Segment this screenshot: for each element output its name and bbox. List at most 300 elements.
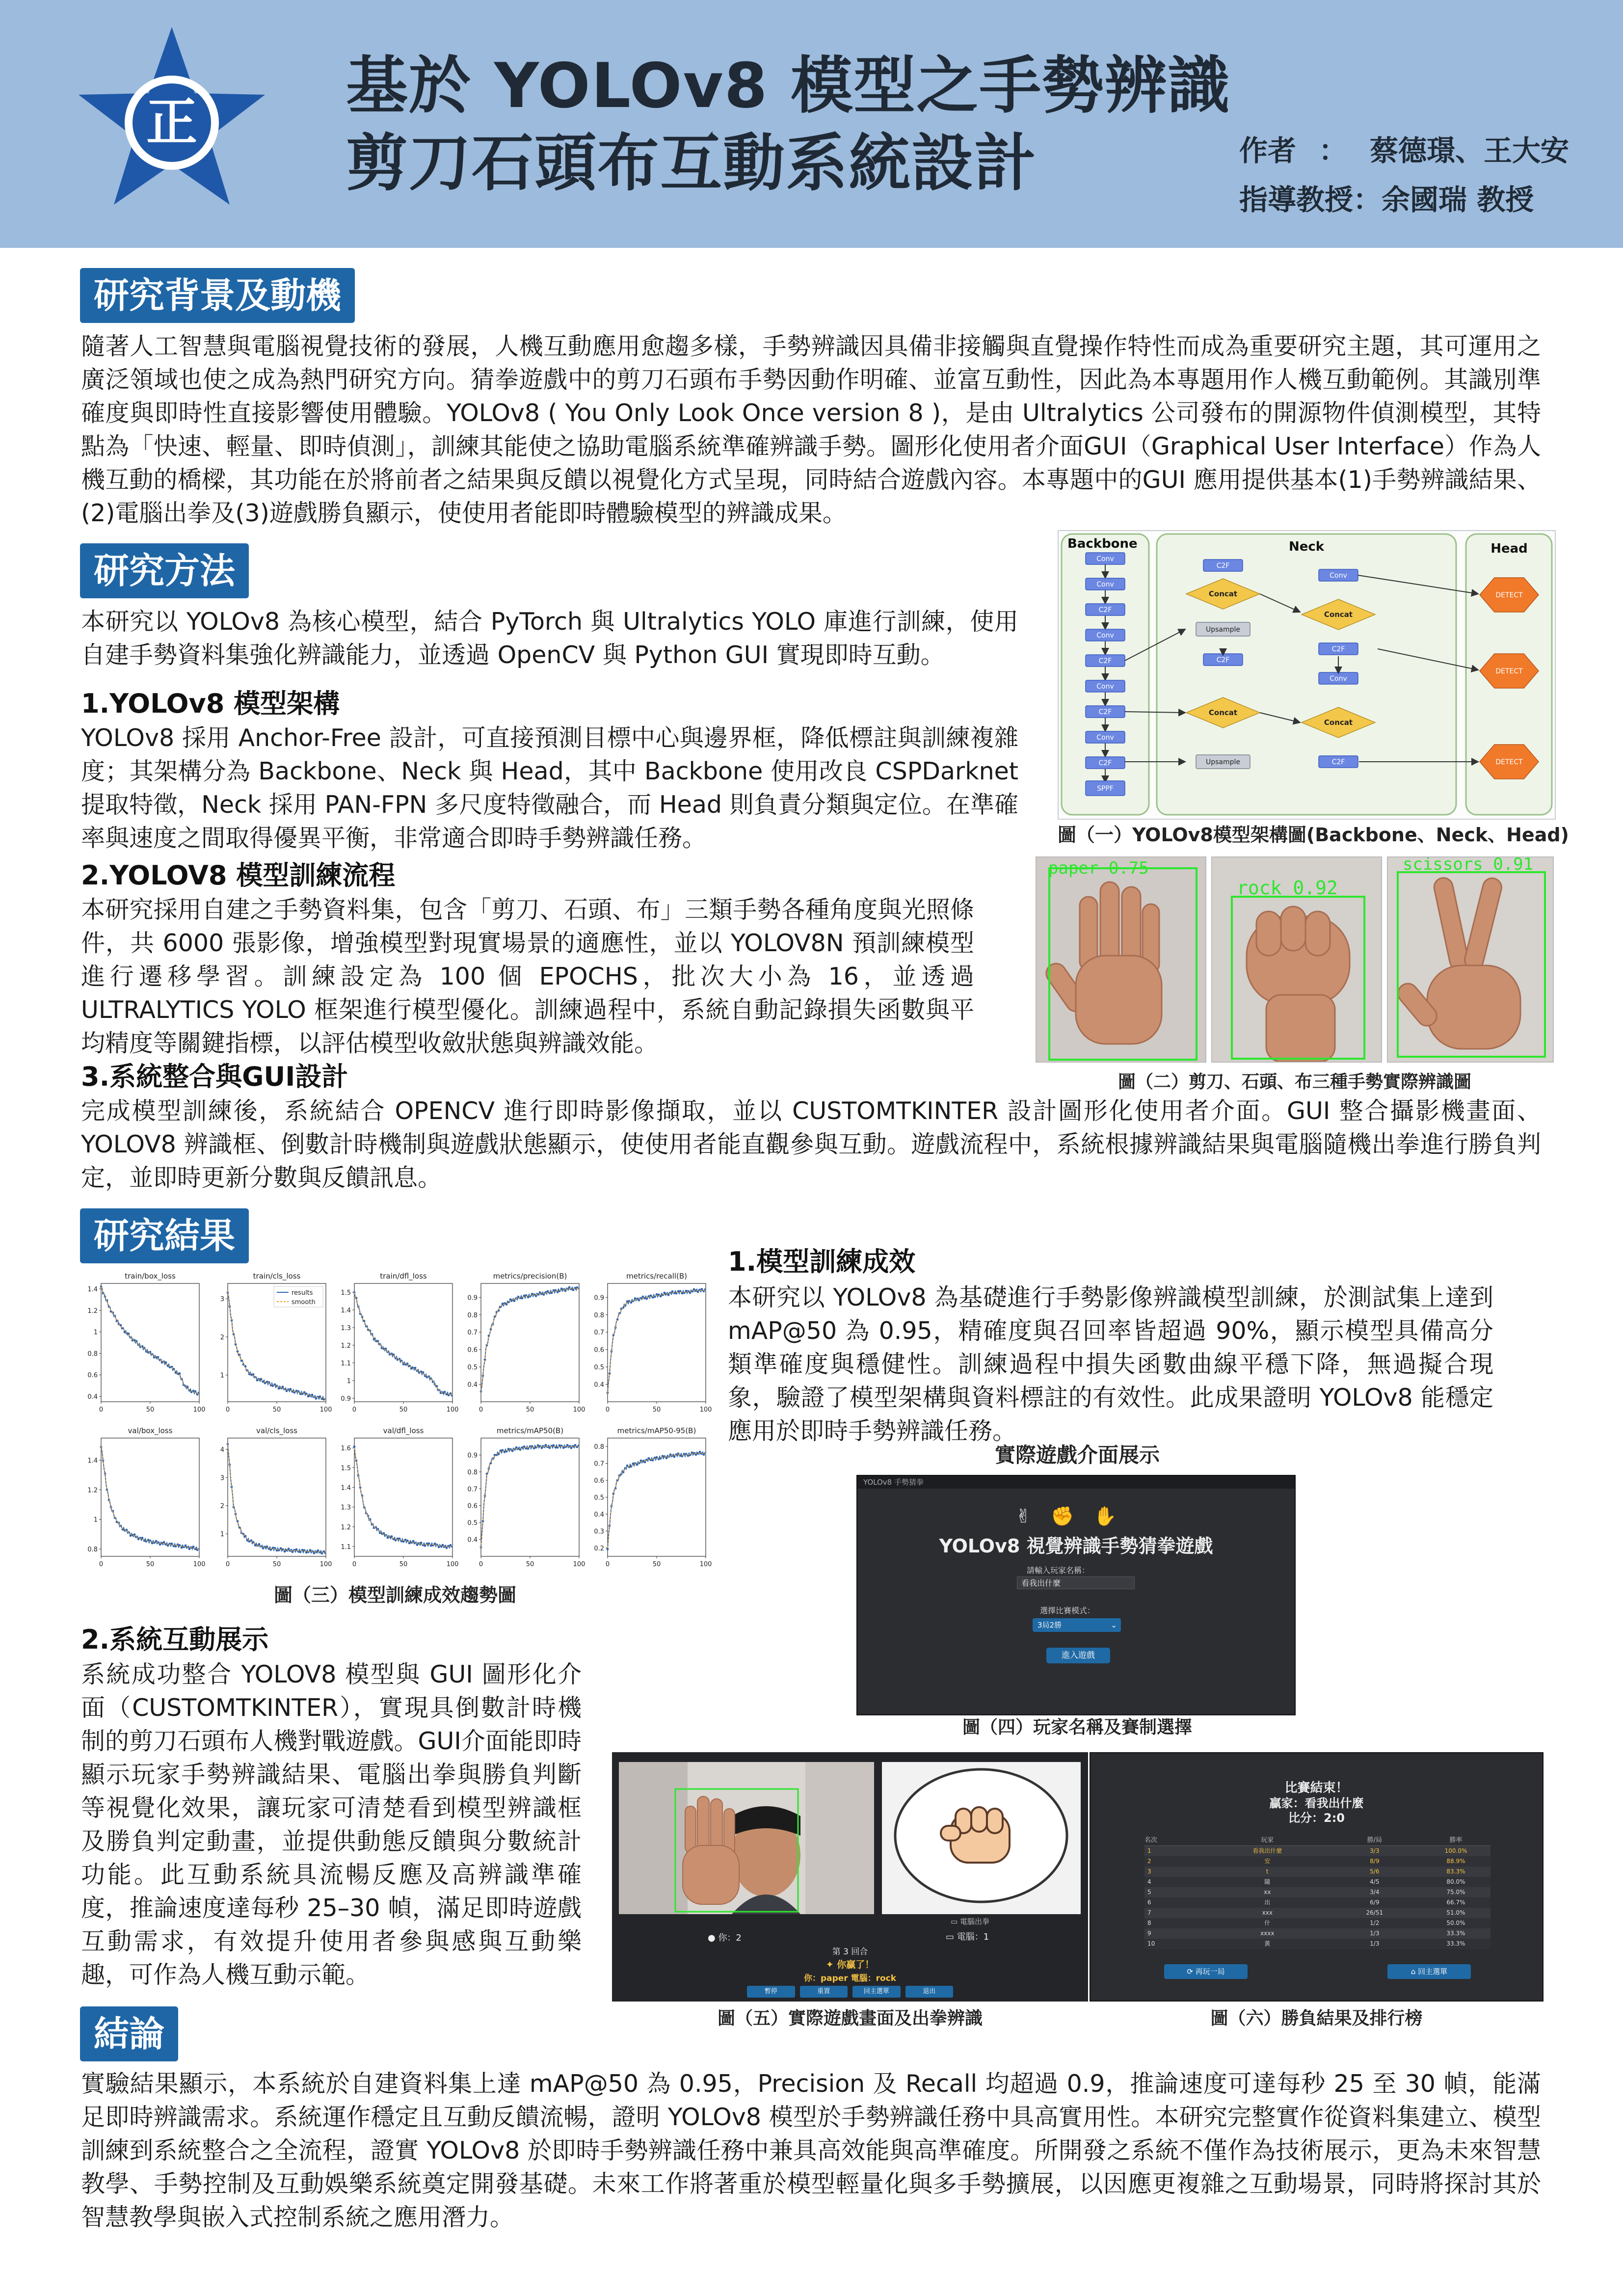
y-tick-label: 0.5 (594, 1364, 604, 1372)
training-chart-0 (87, 1272, 205, 1414)
y-tick-label: 0.8 (594, 1311, 604, 1319)
training-chart-4 (594, 1272, 712, 1414)
result-point (669, 1453, 672, 1456)
result-point (266, 1546, 268, 1548)
screenshot-start-screen (856, 1475, 1296, 1715)
computer-fist-illustration (882, 1762, 1081, 1914)
y-tick-label: 1.4 (87, 1457, 98, 1465)
camera-player-illustration (619, 1762, 874, 1914)
leaderboard-cell: 8 (1147, 1920, 1151, 1926)
x-tick-label: 0 (99, 1561, 104, 1568)
label-rock: rock 0.92 (1237, 877, 1338, 899)
leaderboard-cell: 50.0% (1446, 1920, 1465, 1926)
neck-left-block-3-label: C2F (1216, 656, 1230, 664)
backbone-block-7-label: Conv (1096, 734, 1114, 742)
x-tick-label: 50 (399, 1561, 408, 1568)
neck-right-block-4-label: Concat (1324, 718, 1353, 727)
pause-button[interactable]: 暫停 (747, 1986, 795, 1998)
method-text3: 完成模型訓練後，系統結合 OPENCV 進行即時影像擷取，並以 CUSTOMTKINTER 設計圖形化使用者介面。GUI 整合攝影機畫面、YOLOV8 辨識框、倒數計時機制與遊戲狀態顯示，使使用者能直觀參與互動。遊戲流程中，系統根據辨識結果與電腦隨機出拳進行勝負判定，並即時更新分數與反饋訊息。 (81, 1097, 1541, 1192)
x-tick-label: 50 (526, 1561, 534, 1568)
leaderboard-cell: 1/3 (1370, 1940, 1380, 1947)
chart-title: val/box_loss (128, 1426, 173, 1435)
conclusion-text: 實驗結果顯示，本系統於自建資料集上達 mAP@50 為 0.95，Precision 及 Recall 均超過 0.9，推論速度可達每秒 25 至 30 幀，能滿足即時辨識需求。系統運作穩定且互動反饋流暢，證明 YOLOv8 模型於手勢辨識任務中具高實用性。本研究完整實作從資料集建立、模型訓練到系統整合之全流程，證實 YOLOv8 於即時手勢辨識任務中兼具高效能與高準確度。所開發之系統不僅作為技術展示，更為未來智慧教學、手勢控制及互動娛樂系統奠定開發基礎。未來工作將著重於模型輕量化與多手勢擴展，以因應更複雜之互動場景，同時將探討其於智慧教學與嵌入式控制系統之應用潛力。 (81, 2070, 1541, 2231)
x-tick-label: 100 (446, 1406, 459, 1414)
leaderboard-column-header: 名次 (1144, 1837, 1158, 1844)
x-tick-label: 0 (352, 1406, 357, 1414)
leaderboard-cell: 33.3% (1446, 1930, 1465, 1937)
x-tick-label: 0 (225, 1406, 230, 1414)
x-tick-label: 100 (699, 1406, 712, 1414)
computer-icon: ▭ (946, 1932, 957, 1942)
backbone-block-5-label: Conv (1096, 683, 1114, 691)
leaderboard-cell: 75.0% (1446, 1889, 1465, 1896)
figure2-caption: 圖（二）剪刀、石頭、布三種手勢實際辨識圖 (1117, 1072, 1471, 1092)
y-tick-label: 0.4 (594, 1381, 604, 1389)
result-point (541, 1447, 543, 1449)
result-point (317, 1549, 319, 1552)
y-tick-label: 1.1 (341, 1360, 351, 1367)
round-result: ✦ 你贏了！ (825, 1959, 875, 1970)
backbone-block-8-label: C2F (1098, 759, 1112, 767)
training-curves-chart (79, 1269, 712, 1578)
result-point (697, 1291, 699, 1293)
y-tick-label: 1.2 (341, 1342, 351, 1350)
backbone-block-2-label: C2F (1098, 606, 1112, 614)
neck-left-block-5-label: Upsample (1205, 758, 1241, 766)
y-tick-label: 0.4 (594, 1511, 604, 1519)
result-point (574, 1444, 577, 1446)
player-name-input[interactable]: 看我出什麼 (1017, 1576, 1135, 1589)
y-tick-label: 3 (220, 1474, 224, 1482)
player-name-label: 請輸入玩家名稱： (1027, 1566, 1090, 1575)
y-tick-label: 0.4 (467, 1536, 478, 1544)
scissors-icon: ✌ (1015, 1505, 1051, 1527)
y-tick-label: 0.8 (467, 1311, 478, 1319)
poster-title-line2: 剪刀石頭布互動系統設計 (346, 127, 1037, 199)
section-heading-method: 研究方法 (80, 543, 249, 598)
figure-architecture (1058, 530, 1556, 820)
y-tick-label: 1.1 (341, 1543, 351, 1551)
result-point (642, 1296, 644, 1298)
y-tick-label: 0.6 (594, 1477, 604, 1485)
final-score: 比分：2:0 (1288, 1811, 1345, 1825)
result-point (564, 1290, 567, 1292)
chart-title: metrics/precision(B) (493, 1272, 567, 1281)
result-point (159, 1543, 161, 1546)
result-point (703, 1453, 705, 1456)
y-tick-label: 0.7 (467, 1329, 478, 1337)
result-point (549, 1447, 551, 1449)
x-tick-label: 100 (573, 1561, 585, 1568)
result-point (572, 1289, 575, 1291)
neck-right-block-5-label: C2F (1331, 758, 1345, 766)
photo-paper (1036, 856, 1206, 1063)
x-tick-label: 0 (605, 1561, 610, 1568)
chevron-down-icon: ⌄ (1111, 1621, 1117, 1629)
chart-frame (608, 1283, 706, 1402)
leaderboard-cell: 26/51 (1366, 1909, 1384, 1916)
y-tick-label: 1 (220, 1531, 224, 1539)
result-point (693, 1288, 695, 1291)
match-over-title: 比賽結束！ (1284, 1781, 1349, 1795)
result-point (519, 1448, 522, 1451)
gesture-icons-row (857, 1505, 1295, 1527)
leaderboard-cell: xxx (1262, 1909, 1273, 1916)
result-point (406, 1362, 409, 1365)
backbone-block-6-label: C2F (1098, 708, 1112, 716)
neck-left-block-4-label: Concat (1208, 708, 1238, 717)
player-score: ● 你：2 (708, 1933, 742, 1943)
y-tick-label: 0.5 (594, 1494, 604, 1502)
method-intro: 本研究以 YOLOv8 為核心模型，結合 PyTorch 與 Ultralytics YOLO 庫進行訓練，使用自建手勢資料集強化辨識能力，並透過 OpenCV 與 Python GUI 實現即時互動。 (81, 608, 1018, 669)
leaderboard-cell: 7 (1147, 1909, 1151, 1916)
leaderboard-cell: 6/9 (1370, 1899, 1380, 1906)
chart-title: metrics/mAP50-95(B) (617, 1426, 696, 1435)
head-block-1-label: DETECT (1495, 667, 1523, 675)
background-text: 隨著人工智慧與電腦視覺技術的發展，人機互動應用愈趨多樣，手勢辨識因具備非接觸與直覺操作特性而成為重要研究主題，其可運用之廣泛領域也使之成為熱門研究方向。猜拳遊戲中的剪刀石頭布手勢因動作明確、並富互動性，因此為本專題用作人機互動範例。其識別準確度與即時性直接影響使用體驗。YOLOv8 ( You Only Look Once version 8 )，是由 Ultralytics 公司發布的開源物件偵測模型，其特點為「快速、輕量、即時偵測」，訓練其能使之協助電腦系統準確辨識手勢。圖形化使用者介面GUI（Graphical User Interface）作為人機互動的橋樑，其功能在於將前者之結果與反饋以視覺化方式呈現，同時結合遊戲內容。本專題中的GUI 應用提供基本(1)手勢辨識結果、(2)電腦出拳及(3)遊戲勝負顯示，使使用者能即時體驗模型的辨識成果。 (81, 332, 1541, 527)
label-paper: paper 0.75 (1048, 858, 1149, 878)
y-tick-label: 0.4 (87, 1393, 98, 1401)
result-point (444, 1391, 446, 1393)
result-point (313, 1552, 316, 1554)
result-point (535, 1295, 537, 1297)
backbone-block-4-label: C2F (1098, 657, 1112, 665)
result-point (636, 1464, 639, 1466)
y-tick-label: 1.3 (341, 1324, 351, 1332)
y-tick-label: 1 (93, 1329, 98, 1336)
advisor-line (1239, 178, 1534, 222)
y-tick-label: 0.4 (467, 1381, 478, 1389)
chart-frame (228, 1438, 326, 1556)
training-chart-8 (467, 1426, 585, 1568)
result-point (260, 1378, 263, 1380)
back-to-menu-button[interactable]: ⌂ 回主選單 (1387, 1964, 1471, 1979)
result-point (290, 1388, 292, 1390)
leaderboard-column-header: 勝率 (1449, 1837, 1463, 1844)
chart-frame (481, 1283, 579, 1402)
result-point (568, 1286, 571, 1288)
training-chart-9 (594, 1426, 712, 1568)
winner-text: 贏家：看我出什麼 (1269, 1796, 1364, 1810)
training-chart-3 (467, 1272, 585, 1414)
leaderboard-cell: 3/3 (1370, 1847, 1380, 1854)
chart-title: metrics/mAP50(B) (496, 1426, 564, 1435)
result-point (699, 1451, 701, 1453)
y-tick-label: 0.9 (467, 1452, 478, 1460)
start-game-button[interactable]: 進入遊戲 (1046, 1648, 1110, 1663)
x-tick-label: 100 (193, 1561, 206, 1568)
y-tick-label: 1.6 (341, 1445, 351, 1453)
leaderboard-cell: 1/2 (1370, 1920, 1380, 1926)
chart-title: val/cls_loss (256, 1426, 297, 1435)
leaderboard-cell: 100.0% (1444, 1847, 1467, 1854)
gui-showcase-title: 實際遊戲介面展示 (994, 1443, 1160, 1467)
main-menu-button[interactable]: 回主選單 (852, 1986, 901, 1998)
result-point (185, 1545, 187, 1547)
figure-training-curves (79, 1269, 712, 1578)
result-point (305, 1551, 308, 1554)
result-point (278, 1388, 280, 1390)
advisor-name: 余國瑞 教授 (1382, 183, 1534, 216)
method-text2: 本研究採用自建之手勢資料集，包含「剪刀、石頭、布」三類手勢各種角度與光照條件，共 6000 張影像，增強模型對現實場景的適應性，並以 YOLOV8N 預訓練模型進行遷移學習。訓練設定為 100 個 EPOCHS，批次大小為 16，並透過 ULTRALYTICS YOLO 框架進行模型優化。訓練過程中，系統自動記錄損失函數與平均精度等關鍵指標，以評估模型收斂狀態與辨識效能。 (81, 896, 974, 1057)
y-tick-label: 0.8 (594, 1443, 604, 1451)
leaderboard-row (1144, 1846, 1490, 1856)
round-indicator: 第 3 回合 (832, 1947, 868, 1957)
result-point (677, 1452, 680, 1455)
result-point (701, 1288, 703, 1290)
leaderboard-cell: 出 (1264, 1899, 1271, 1906)
photo-scissors (1387, 856, 1554, 1063)
x-tick-label: 0 (352, 1561, 357, 1568)
x-tick-label: 50 (272, 1561, 281, 1568)
y-tick-label: 0.9 (467, 1294, 478, 1302)
results-text2: 系統成功整合 YOLOV8 模型與 GUI 圖形化介面（CUSTOMTKINTER），實現具倒數計時機制的剪刀石頭布人機對戰遊戲。GUI介面能即時顯示玩家手勢辨識結果、電腦出拳與勝負判斷等視覺化效果，讓玩家可清楚看到模型辨識框及勝負判定動畫，並提供動態反饋與分數統計功能。此互動系統具流暢反應及高辨識準確度，推論速度達每秒 25–30 幀，滿足即時遊戲互動需求，有效提升使用者參與感與互動樂趣，可作為人機互動示範。 (81, 1660, 582, 1989)
results-text1: 本研究以 YOLOv8 為基礎進行手勢影像辨識模型訓練，於測試集上達到 mAP@50 為 0.95，精確度與召回率皆超過 90%，顯示模型具備高分類準確度與穩健性。訓練過程中損失函數曲線平穩下降，無過擬合現象，驗證了模型架構與資料標註的有效性。此成果證明 YOLOv8 能穩定應用於即時手勢辨識任務。 (728, 1283, 1493, 1445)
leaderboard-cell: 黃 (1264, 1940, 1271, 1947)
result-point (523, 1445, 526, 1448)
leaderboard-row (1144, 1867, 1490, 1877)
result-point (511, 1450, 514, 1452)
backbone-block-3-label: Conv (1096, 632, 1114, 640)
authors-line (1239, 129, 1569, 173)
y-tick-label: 0.6 (87, 1372, 98, 1380)
label-scissors: scissors 0.91 (1403, 856, 1534, 874)
y-tick-label: 1.4 (87, 1285, 98, 1293)
result-point (566, 1444, 569, 1446)
mode-label: 選擇比賽模式： (1040, 1606, 1095, 1615)
chart-frame (608, 1438, 706, 1556)
method-text1: YOLOv8 採用 Anchor-Free 設計，可直接預測目標中心與邊界框，降低標註與訓練複雜度；其架構分為 Backbone、Neck 與 Head，其中 Backbone 使用改良 CSPDarknet 提取特徵，Neck 採用 PAN-FPN 多尺度特徵融合，而 Head 則負責分類與定位。在準確率與速度之間取得優異平衡，非常適合即時手勢辨識任務。 (81, 724, 1018, 852)
y-tick-label: 1.5 (341, 1289, 351, 1297)
y-tick-label: 0.5 (467, 1364, 478, 1372)
y-tick-label: 1.3 (341, 1504, 351, 1512)
y-tick-label: 0.6 (594, 1346, 604, 1354)
result-point (665, 1457, 668, 1459)
neck-right-block-1-label: Concat (1324, 610, 1353, 619)
training-chart-7 (341, 1426, 458, 1568)
x-tick-label: 100 (446, 1561, 459, 1568)
result-point (141, 1537, 144, 1539)
result-point (179, 1372, 181, 1375)
leaderboard-cell: 10 (1147, 1940, 1155, 1947)
y-tick-label: 0.7 (594, 1460, 604, 1468)
backbone-block-9-label: SPPF (1097, 785, 1114, 793)
result-point (695, 1453, 697, 1456)
scissors-hand-illustration (1388, 857, 1553, 1062)
y-tick-label: 3 (220, 1296, 224, 1304)
leaderboard-cell: 8/9 (1370, 1858, 1380, 1865)
label-head: Head (1490, 541, 1528, 556)
control-bar (747, 1986, 953, 1998)
section-heading-results: 研究結果 (80, 1208, 249, 1263)
chart-frame (354, 1438, 452, 1556)
y-tick-label: 0.9 (594, 1294, 604, 1302)
y-tick-label: 1 (220, 1372, 224, 1380)
x-tick-label: 0 (479, 1561, 483, 1568)
leaderboard-row (1144, 1897, 1490, 1908)
leaderboard-cell: 4/5 (1370, 1878, 1380, 1885)
training-chart-6 (220, 1426, 332, 1568)
chart-frame (101, 1283, 199, 1402)
exit-button[interactable]: 退出 (905, 1986, 954, 1998)
computer-move-panel (882, 1762, 1081, 1914)
figure5-caption: 圖（五）實際遊戲畫面及出拳辨識 (717, 2008, 983, 2029)
result-point (547, 1290, 549, 1293)
x-tick-label: 0 (99, 1406, 104, 1414)
leaderboard-cell: 隨 (1264, 1878, 1271, 1885)
result-point (446, 1547, 448, 1549)
head-block-2-label: DETECT (1495, 758, 1523, 766)
x-tick-label: 50 (652, 1561, 661, 1568)
result-point (450, 1544, 452, 1547)
chart-frame (101, 1438, 199, 1556)
x-tick-label: 50 (146, 1561, 155, 1568)
result-point (319, 1395, 321, 1398)
reset-button[interactable]: 重置 (800, 1986, 848, 1998)
y-tick-label: 0.3 (594, 1528, 604, 1536)
result-point (515, 1446, 518, 1449)
result-point (667, 1294, 670, 1296)
x-tick-label: 50 (272, 1406, 281, 1414)
x-tick-label: 0 (479, 1406, 483, 1414)
screenshot-leaderboard (1090, 1752, 1543, 2002)
leaderboard-header (1144, 1836, 1490, 1846)
label-backbone: Backbone (1067, 536, 1138, 551)
game-title: YOLOv8 視覺辨識手勢猜拳遊戲 (939, 1535, 1213, 1557)
y-tick-label: 0.6 (467, 1502, 478, 1510)
leaderboard-cell: 4 (1147, 1878, 1151, 1885)
leaderboard-cell: xxxx (1260, 1930, 1275, 1937)
figure4-caption: 圖（四）玩家名稱及賽制選擇 (962, 1717, 1192, 1737)
backbone-block-0-label: Conv (1096, 555, 1114, 563)
leaderboard-cell: 5 (1147, 1889, 1151, 1896)
leaderboard-row (1144, 1939, 1490, 1949)
result-point (506, 1303, 508, 1306)
y-tick-label: 0.2 (594, 1545, 604, 1552)
result-point (165, 1362, 167, 1364)
camera-feed (619, 1762, 874, 1914)
result-point (412, 1540, 415, 1543)
leaderboard-row (1144, 1877, 1490, 1887)
y-tick-label: 0.8 (87, 1350, 98, 1358)
leaderboard-cell: 51.0% (1446, 1909, 1465, 1916)
result-point (539, 1291, 541, 1294)
leaderboard-cell: 80.0% (1446, 1878, 1465, 1885)
neck-group (1157, 534, 1456, 815)
computer-score: ▭ 電腦：1 (946, 1932, 989, 1942)
legend-results: results (292, 1289, 313, 1297)
result-point (607, 1548, 609, 1550)
leaderboard-cell: 3 (1147, 1868, 1151, 1875)
y-tick-label: 1.5 (341, 1465, 351, 1472)
monitor-icon: ▭ (951, 1917, 960, 1926)
leaderboard-cell: 88.9% (1446, 1858, 1465, 1865)
y-tick-label: 0.5 (467, 1520, 478, 1527)
y-tick-label: 0.7 (594, 1329, 604, 1337)
leaderboard-column-header: 玩家 (1261, 1837, 1274, 1844)
author-separator: ： (1319, 134, 1348, 167)
x-tick-label: 100 (699, 1561, 712, 1568)
author-names: 蔡德璟、王大安 (1370, 134, 1570, 167)
chart-title: train/box_loss (125, 1272, 176, 1281)
leaderboard-cell: 66.7% (1446, 1899, 1465, 1906)
poster-title-line1: 基於 YOLOv8 模型之手勢辨識 (346, 50, 1231, 122)
y-tick-label: 2 (220, 1502, 224, 1510)
result-point (353, 1445, 356, 1448)
y-tick-label: 0.8 (467, 1468, 478, 1476)
result-point (321, 1552, 323, 1555)
leaderboard-row (1144, 1908, 1490, 1918)
result-point (264, 1382, 266, 1385)
result-point (173, 1368, 175, 1370)
round-detail: 你：paper 電腦：rock (803, 1974, 897, 1983)
leaderboard-row (1144, 1887, 1490, 1897)
y-tick-label: 2 (220, 1334, 224, 1341)
y-tick-label: 1.2 (87, 1307, 98, 1315)
logo-glyph: 正 (146, 92, 198, 152)
y-tick-label: 0.8 (87, 1546, 98, 1553)
result-point (570, 1447, 573, 1449)
result-point (442, 1544, 444, 1547)
result-point (188, 1548, 191, 1550)
result-point (295, 1548, 298, 1551)
leaderboard-cell: 3/4 (1370, 1889, 1380, 1896)
result-point (244, 1535, 247, 1537)
chart-frame (354, 1283, 452, 1402)
method-sub1: 1.YOLOv8 模型架構 (81, 688, 340, 719)
refresh-icon: ⟳ (1187, 1967, 1196, 1976)
leaderboard-cell: 6 (1147, 1899, 1151, 1906)
result-point (545, 1444, 547, 1446)
result-point (673, 1456, 676, 1458)
x-tick-label: 0 (605, 1406, 610, 1414)
result-point (309, 1549, 312, 1551)
rock-icon: ✊ (1051, 1505, 1094, 1527)
screenshot-gameplay (612, 1752, 1088, 2002)
leaderboard-row (1144, 1928, 1490, 1939)
neck-left-block-0-label: C2F (1216, 562, 1230, 570)
leaderboard-cell: 2 (1147, 1858, 1151, 1865)
mode-select[interactable]: 3局2勝 ⌄ (1033, 1618, 1121, 1632)
window-titlebar: YOLOv8 手勢猜拳 (857, 1476, 1295, 1489)
chart-title: train/cls_loss (253, 1272, 301, 1281)
result-point (163, 1541, 165, 1544)
result-point (675, 1292, 678, 1295)
play-again-button[interactable]: ⟳ 再玩一局 (1164, 1964, 1248, 1979)
leaderboard-row (1144, 1856, 1490, 1867)
training-chart-5 (87, 1426, 205, 1568)
x-tick-label: 50 (399, 1406, 408, 1414)
y-tick-label: 1 (346, 1377, 351, 1385)
paper-hand-illustration (1037, 857, 1205, 1062)
figure1-caption: 圖（一）YOLOv8模型架構圖(Backbone、Neck、Head) (1058, 824, 1569, 846)
result-point (167, 1545, 169, 1547)
leaderboard-cell: 1/3 (1370, 1930, 1380, 1937)
result-point (424, 1545, 426, 1547)
leaderboard-cell: 安 (1264, 1858, 1271, 1865)
leaderboard-cell: 9 (1147, 1930, 1151, 1937)
label-neck: Neck (1288, 539, 1325, 554)
result-point (391, 1535, 393, 1538)
figure6-caption: 圖（六）勝負結果及排行榜 (1210, 2008, 1423, 2029)
neck-left-block-1-label: Concat (1208, 589, 1238, 598)
x-tick-label: 100 (319, 1561, 332, 1568)
results-sub2: 2.系統互動展示 (81, 1624, 269, 1655)
leaderboard-cell: 1 (1147, 1847, 1151, 1854)
result-point (662, 1455, 664, 1457)
leaderboard-cell: 什 (1264, 1920, 1271, 1926)
leaderboard-column-header: 勝/局 (1367, 1837, 1382, 1844)
